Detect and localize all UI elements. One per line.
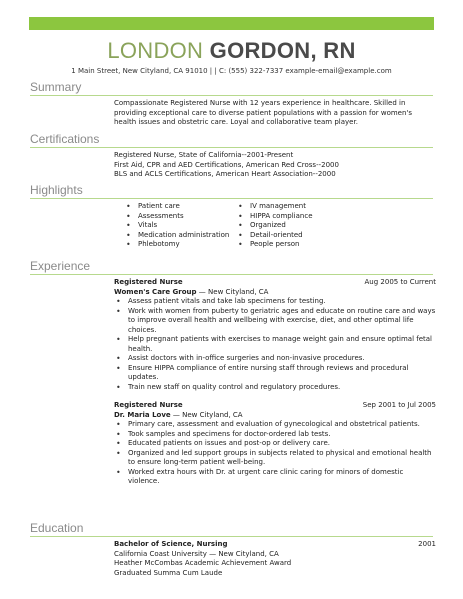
job-bullet: • Assist doctors with in-office surgeries and non-invasive procedures. [114,354,436,364]
highlight-item: • Patient care [124,202,229,212]
job-bullet: • Assess patient vitals and take lab specimens for testing. [114,297,436,307]
highlight-item: • Phlebotomy [124,240,229,250]
school-name: California Coast University [114,549,207,558]
job-employer: Women's Care Group [114,287,197,296]
summary-text: Compassionate Registered Nurse with 12 years experience in healthcare. Skilled in providing exceptional care to diverse patient populations with a passion for women's health issues and obstetric care. Loyal and collaborative team player. [114,99,412,126]
job-role: Registered Nurse [114,278,183,286]
graduation-year: 2001 [418,540,436,548]
certifications-list [114,151,436,180]
highlight-item: • Organized [236,221,313,231]
section-title-certifications: Certifications [30,132,100,146]
highlight-item: • Medication administration [124,231,229,241]
highlight-item: • Assessments [124,212,229,222]
section-divider [30,147,433,148]
job-location: — New Cityland, CA [172,410,243,419]
highlight-item: • People person [236,240,313,250]
header-accent-bar [29,17,434,30]
job-location: — New Cityland, CA [198,287,269,296]
degree: Bachelor of Science, Nursing [114,540,228,548]
job-dates: Sep 2001 to Jul 2005 [362,401,436,409]
job-bullet: • Educated patients on issues and post-op or delivery care. [114,439,436,449]
job-bullet: • Primary care, assessment and evaluation of gynecological and obstetrical patients. [114,420,436,430]
certification-item: Registered Nurse, State of California--2001-Present [114,151,294,159]
section-title-education: Education [30,521,84,535]
job-bullets [114,297,436,392]
job-bullets [114,420,436,487]
job-bullet: • Worked extra hours with Dr. at urgent care clinic caring for minors of domestic violence. [114,468,436,487]
section-divider [30,274,433,275]
highlight-item: • Detail-oriented [236,231,313,241]
school-location: — New Cityland, CA [209,549,279,558]
certification-item: First Aid, CPR and AED Certifications, American Red Cross--2000 [114,160,339,169]
section-title-highlights: Highlights [30,183,83,197]
highlight-item: • HIPPA compliance [236,212,313,222]
highlights-left-column [124,202,229,250]
section-divider [30,536,433,537]
job-bullet: • Organized and led support groups in subjects related to physical and emotional health to ensure long-term patient well-being. [114,449,436,468]
section-divider [30,95,433,96]
highlight-item: • IV management [236,202,313,212]
section-title-experience: Experience [30,259,91,273]
education-entry [114,540,436,578]
highlight-item: • Vitals [124,221,229,231]
contact-line: 1 Main Street, New Cityland, CA 91010 | | C: (555) 322-7337 example-email@example.com [71,67,392,75]
certification-item: BLS and ACLS Certifications, American Heart Association--2000 [114,170,336,178]
job-header [114,278,436,297]
award: Heather McCombas Academic Achievement Award [114,559,292,567]
highlights-right-column [236,202,313,250]
candidate-name [0,38,463,64]
honor: Graduated Summa Cum Laude [114,568,223,577]
last-name: GORDON, RN [209,38,356,63]
job-bullet: • Help pregnant patients with exercises to manage weight gain and ensure optimal fetal health. [114,335,436,354]
first-name: LONDON [107,38,204,63]
section-title-summary: Summary [30,80,82,94]
job-header [114,401,436,420]
job-bullet: • Took samples and specimens for doctor-ordered lab tests. [114,430,436,440]
job-role: Registered Nurse [114,401,183,409]
job-bullet: • Work with women from puberty to geriatric ages and educate on routine care and ways to improve overall health and wellbeing with exercise, diet, and other optimal life choices. [114,307,436,336]
job-dates: Aug 2005 to Current [364,278,436,286]
job-bullet: • Ensure HIPPA compliance of entire nursing staff through reviews and procedural updates. [114,364,436,383]
job-bullet: • Train new staff on quality control and regulatory procedures. [114,383,436,393]
job-employer: Dr. Maria Love [114,410,171,419]
section-divider [30,198,433,199]
